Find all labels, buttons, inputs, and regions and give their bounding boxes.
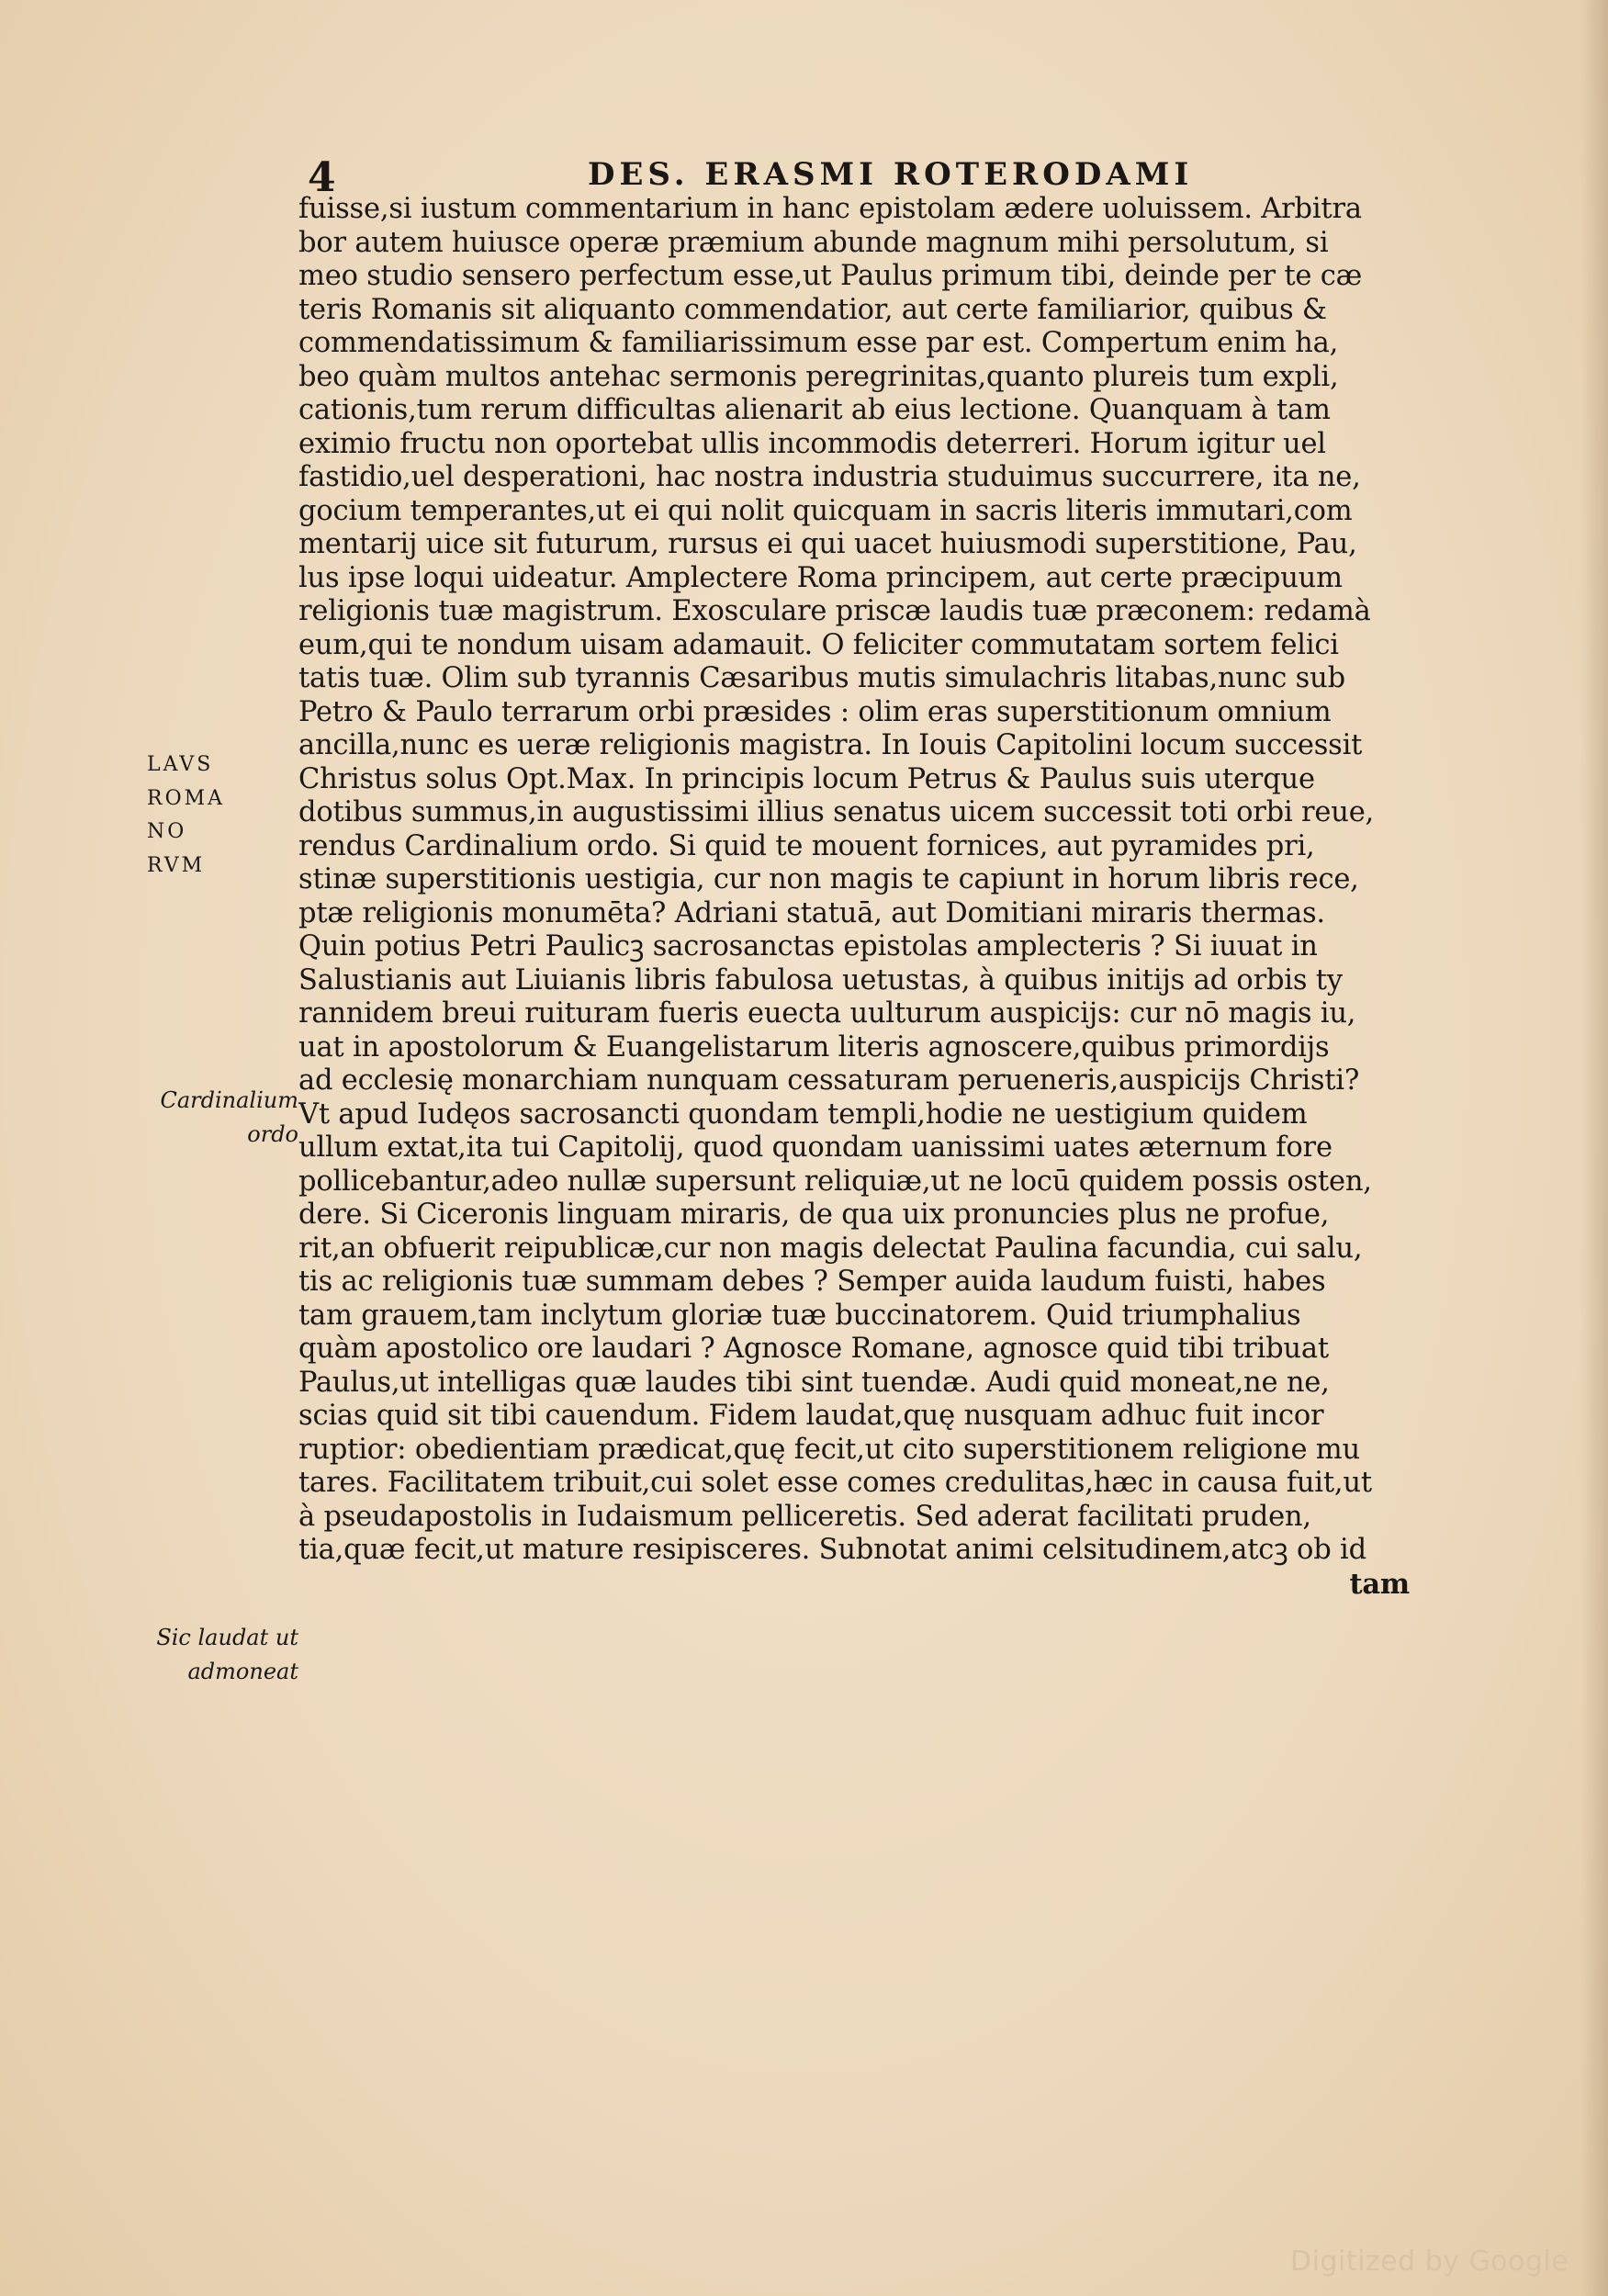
text-line: Petro & Paulo terrarum orbi præsides : olim eras superstitionum omnium xyxy=(298,695,1332,728)
text-line: dere. Si Ciceronis linguam miraris, de qua uix pronuncies plus ne profue, xyxy=(298,1199,1330,1231)
margin-note-line: LAVS xyxy=(147,753,214,776)
text-line: rit,an obfuerit reipublicæ,cur non magis delectat Paulina facundia, cui salu, xyxy=(298,1232,1363,1265)
page-number: 4 xyxy=(308,154,337,201)
text-line: religionis tuæ magistrum. Exosculare priscæ laudis tuæ præconem: redamà xyxy=(298,595,1371,627)
text-line: lus ipse loqui uideatur. Amplectere Roma principem, aut certe præcipuum xyxy=(298,561,1343,594)
text-line: bor autem huiusce operæ præmium abunde magnum mihi persolutum, si xyxy=(298,226,1329,259)
text-line: rendus Cardinalium ordo. Si quid te mouent fornices, aut pyramides pri, xyxy=(298,829,1315,862)
text-line: stinæ superstitionis uestigia, cur non magis te capiunt in horum libris rece, xyxy=(298,863,1359,895)
running-title: DES. ERASMI ROTERODAMI xyxy=(588,156,1194,193)
text-line: Quin potius Petri Paulicꝫ sacrosanctas epistolas amplecteris ? Si iuuat in xyxy=(298,930,1318,962)
text-line: Christus solus Opt.Max. In principis locum Petrus & Paulus suis uterque xyxy=(298,762,1315,795)
digitized-watermark: Digitized by Google xyxy=(1290,2245,1569,2278)
text-line: ad ecclesię monarchiam nunquam cessaturam perueneris,auspicijs Christi? xyxy=(298,1064,1360,1097)
margin-note-line: admoneat xyxy=(187,1658,298,1684)
text-line: eum,qui te nondum uisam adamauit. O feliciter commutatam sortem felici xyxy=(298,628,1339,661)
text-line: mentarij uice sit futurum, rursus ei qui uacet huiusmodi superstitione, Pau, xyxy=(298,528,1357,560)
text-line: Paulus,ut intelligas quæ laudes tibi sint tuendæ. Audi quid moneat,ne ne, xyxy=(298,1366,1330,1399)
text-line: tares. Facilitatem tribuit,cui solet esse comes credulitas,hæc in causa fuit,ut xyxy=(298,1467,1372,1499)
body-text xyxy=(298,193,1410,1601)
text-line: dotibus summus,in augustissimi illius senatus uicem successit toti orbi reue, xyxy=(298,796,1375,828)
text-line: ullum extat,ita tui Capitolij, quod quondam uanissimi uates æternum fore xyxy=(298,1131,1333,1164)
margin-note-line: ordo xyxy=(247,1120,298,1147)
text-line: Vt apud Iudęos sacrosancti quondam templi,hodie ne uestigium quidem xyxy=(298,1097,1308,1131)
margin-note-cardinalium-ordo xyxy=(147,1084,298,1151)
text-line: rannidem breui ruituram fueris euecta uulturum auspicijs: cur nō magis iu, xyxy=(298,997,1356,1030)
text-line: tatis tuæ. Olim sub tyrannis Cæsaribus mutis simulachris litabas,nunc sub xyxy=(298,662,1345,694)
text-line: tia,quæ fecit,ut mature resipisceres. Subnotat animi celsitudinem,atcꝫ ob id xyxy=(298,1534,1366,1566)
text-line: tis ac religionis tuæ summam debes ? Semper auida laudum fuisti, habes xyxy=(298,1266,1326,1298)
margin-note-line: Cardinalium xyxy=(160,1087,298,1113)
text-line: gocium temperantes,ut ei qui nolit quicquam in sacris literis immutari,com xyxy=(298,494,1353,527)
text-line: meo studio sensero perfectum esse,ut Paulus primum tibi, deinde per te cæ xyxy=(298,260,1363,292)
margin-note-line: ROMA xyxy=(147,786,226,810)
text-line: ptæ religionis monumēta? Adriani statuā, aut Domitiani miraris thermas. xyxy=(298,896,1325,929)
text-line: cationis,tum rerum difficultas alienarit ab eius lectione. Quanquam à tam xyxy=(298,394,1331,426)
margin-note-line: RVM xyxy=(147,853,206,877)
margin-note-line: NO xyxy=(147,820,187,843)
text-line: uat in apostolorum & Euangelistarum literis agnoscere,quibus primordijs xyxy=(298,1030,1330,1064)
margin-note-line: Sic laudat ut xyxy=(156,1625,298,1650)
text-line: quàm apostolico ore laudari ? Agnosce Romane, agnosce quid tibi tribuat xyxy=(298,1333,1329,1365)
text-line: fuisse,si iustum commentarium in hanc epistolam ædere uoluissem. Arbitra xyxy=(298,193,1362,225)
text-line: tam grauem,tam inclytum gloriæ tuæ buccinatorem. Quid triumphalius xyxy=(298,1299,1301,1332)
text-line: pollicebantur,adeo nullæ supersunt reliquiæ,ut ne locū quidem possis osten, xyxy=(298,1165,1372,1198)
text-line: à pseudapostolis in Iudaismum pelliceretis. Sed aderat facilitati pruden, xyxy=(298,1500,1311,1533)
text-line: ruptior: obedientiam prædicat,quę fecit,ut cito superstitionem religione mu xyxy=(298,1433,1360,1466)
text-line: Salustianis aut Liuianis libris fabulosa uetustas, à quibus initijs ad orbis ty xyxy=(298,963,1343,996)
margin-note-laus-romanorum xyxy=(147,748,225,883)
text-line: fastidio,uel desperationi, hac nostra industria studuimus succurrere, ita ne, xyxy=(298,461,1361,493)
text-line: scias quid sit tibi cauendum. Fidem laudat,quę nusquam adhuc fuit incor xyxy=(298,1400,1324,1432)
text-line: beo quàm multos antehac sermonis peregrinitas,quanto plureis tum expli, xyxy=(298,360,1339,393)
text-line: teris Romanis sit aliquanto commendatior, aut certe familiarior, quibus & xyxy=(298,293,1327,326)
text-line: ancilla,nunc es ueræ religionis magistra. In Iouis Capitolini locum successit xyxy=(298,729,1363,761)
catchword: tam xyxy=(1349,1567,1410,1601)
margin-note-sic-laudat xyxy=(147,1621,298,1688)
text-line: commendatissimum & familiarissimum esse par est. Compertum enim ha, xyxy=(298,327,1339,359)
text-line: eximio fructu non oportebat ullis incommodis deterreri. Horum igitur uel xyxy=(298,427,1326,460)
page-edge-shadow xyxy=(1580,0,1608,2296)
